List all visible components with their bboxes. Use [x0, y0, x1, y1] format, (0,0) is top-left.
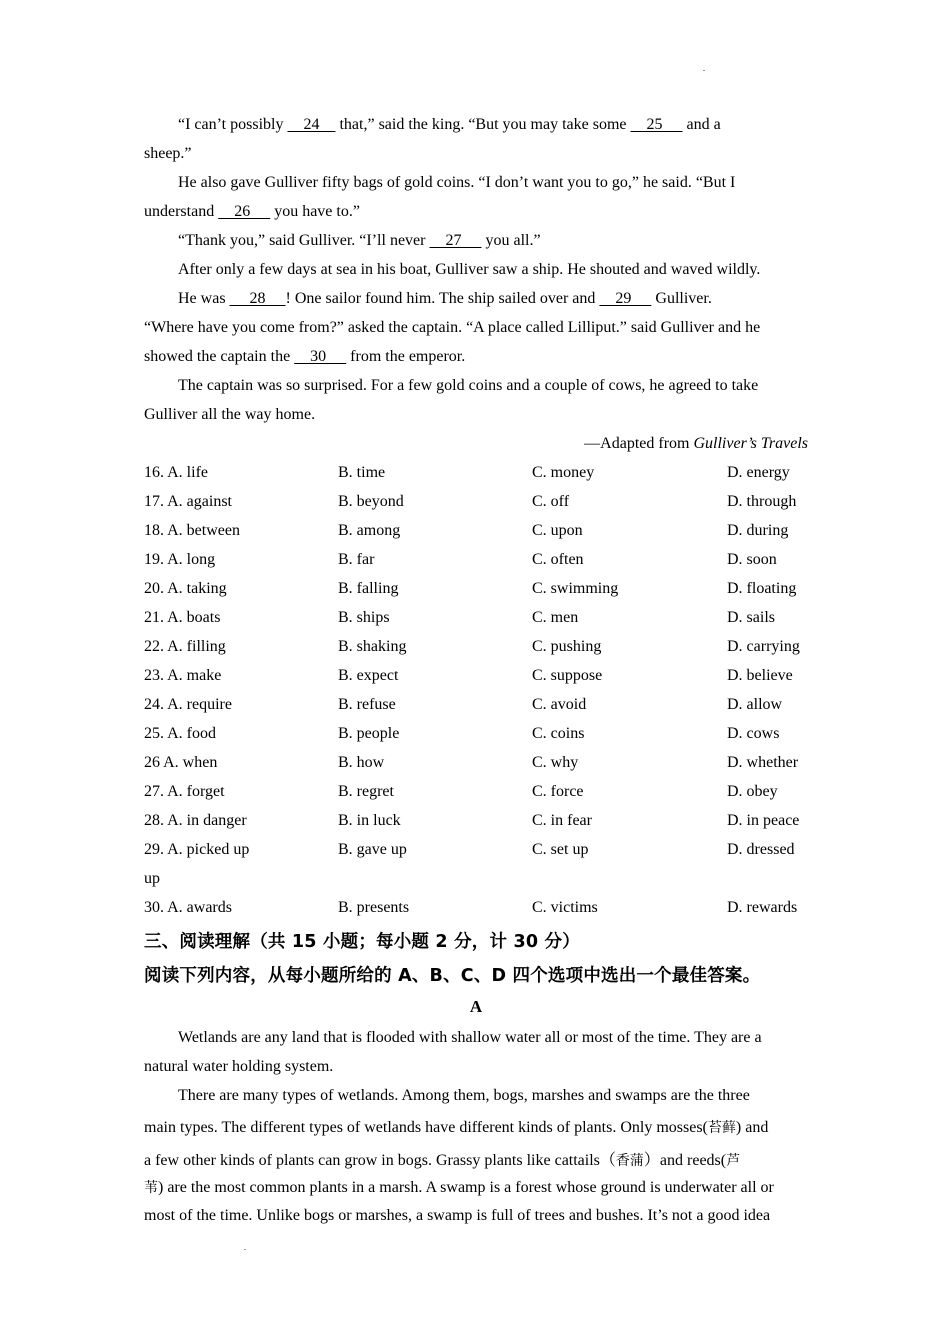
section-instruction: 阅读下列内容，从每小题所给的 A、B、C、D 四个选项中选出一个最佳答案。	[144, 966, 761, 986]
option-b: B. beyond	[338, 493, 404, 510]
option-b: B. far	[338, 551, 375, 568]
option-a: 28. A. in danger	[144, 812, 247, 829]
gloss: 芦	[726, 1153, 741, 1169]
blank-30: 30	[294, 348, 347, 365]
blank-28: 28	[229, 290, 286, 307]
option-b: B. time	[338, 464, 386, 481]
text: He was	[178, 290, 230, 307]
option-d: D. energy	[727, 464, 790, 481]
option-d: D. during	[727, 522, 789, 539]
text: —Adapted from	[584, 435, 694, 452]
option-a: 30. A. awards	[144, 899, 232, 916]
text: and a	[682, 116, 721, 133]
option-b: B. falling	[338, 580, 399, 597]
option-d: D. floating	[727, 580, 797, 597]
option-a: 29. A. picked up	[144, 841, 250, 858]
option-b: B. in luck	[338, 812, 401, 829]
passage-line: Gulliver all the way home.	[144, 406, 316, 423]
option-a: 17. A. against	[144, 493, 232, 510]
option-a: 27. A. forget	[144, 783, 225, 800]
passage-line	[144, 203, 360, 221]
option-d: D. believe	[727, 667, 793, 684]
option-c: C. swimming	[532, 580, 619, 597]
text: ! One sailor found him. The ship sailed over and	[285, 290, 600, 307]
blank-27: 27	[429, 232, 482, 249]
option-c: C. avoid	[532, 696, 587, 713]
option-b: B. presents	[338, 899, 410, 916]
option-d: D. dressed	[727, 841, 795, 858]
passage-line	[144, 1147, 740, 1170]
option-b: B. refuse	[338, 696, 396, 713]
passage-line	[178, 232, 541, 250]
blank-29: 29	[599, 290, 652, 307]
text: understand	[144, 203, 219, 220]
book-title: Gulliver’s Travels	[693, 435, 808, 452]
option-d: D. cows	[727, 725, 780, 742]
passage-line: “Where have you come from?” asked the captain. “A place called Lilliput.” said Gulliver and he	[144, 319, 761, 336]
passage-line: sheep.”	[144, 145, 192, 162]
option-b: B. shaking	[338, 638, 407, 655]
scan-mark-bottom	[244, 1249, 246, 1250]
option-b: B. expect	[338, 667, 399, 684]
option-d: D. allow	[727, 696, 783, 713]
passage-line	[144, 1177, 774, 1197]
passage-line: natural water holding system.	[144, 1058, 334, 1075]
option-a: 18. A. between	[144, 522, 240, 539]
option-d: D. through	[727, 493, 797, 510]
option-b: B. gave up	[338, 841, 407, 858]
option-c: C. money	[532, 464, 595, 481]
option-c: C. men	[532, 609, 579, 626]
option-wrap: up	[144, 870, 160, 887]
option-c: C. coins	[532, 725, 585, 742]
text: “I can’t possibly	[178, 116, 288, 133]
passage-line: There are many types of wetlands. Among them, bogs, marshes and swamps are the three	[178, 1087, 750, 1104]
option-d: D. in peace	[727, 812, 800, 829]
gloss: 香蒲	[615, 1153, 644, 1169]
text: ) are the most common plants in a marsh. A swamp is a forest whose ground is underwater all or	[158, 1179, 774, 1196]
text: ) and	[735, 1119, 769, 1136]
text: a few other kinds of plants can grow in bogs. Grassy plants like cattails（	[144, 1152, 616, 1169]
gloss: 苔藓	[707, 1120, 736, 1136]
option-d: D. rewards	[727, 899, 798, 916]
scan-mark-top	[703, 70, 705, 71]
option-c: C. upon	[532, 522, 583, 539]
option-a: 23. A. make	[144, 667, 222, 684]
blank-26: 26	[218, 203, 271, 220]
source-citation	[584, 435, 808, 453]
option-b: B. how	[338, 754, 385, 771]
option-c: C. why	[532, 754, 579, 771]
section-heading: 三、阅读理解（共 15 小题；每小题 2 分，计 30 分）	[144, 932, 580, 952]
option-c: C. set up	[532, 841, 589, 858]
text: “Thank you,” said Gulliver. “I’ll never	[178, 232, 430, 249]
option-a: 24. A. require	[144, 696, 232, 713]
text: Gulliver.	[651, 290, 712, 307]
option-b: B. ships	[338, 609, 390, 626]
option-c: C. often	[532, 551, 584, 568]
option-a: 25. A. food	[144, 725, 216, 742]
passage-line	[144, 1117, 768, 1137]
text: main types. The different types of wetlands have different kinds of plants. Only mosses(	[144, 1119, 708, 1136]
passage-line: most of the time. Unlike bogs or marshes, a swamp is full of trees and bushes. It’s not a good idea	[144, 1207, 771, 1224]
text: you have to.”	[270, 203, 360, 220]
option-a: 19. A. long	[144, 551, 216, 568]
option-d: D. obey	[727, 783, 778, 800]
text: that,” said the king. “But you may take some	[335, 116, 631, 133]
option-c: C. suppose	[532, 667, 603, 684]
passage-line	[144, 348, 465, 366]
option-b: B. people	[338, 725, 400, 742]
text: you all.”	[481, 232, 541, 249]
option-a: 16. A. life	[144, 464, 208, 481]
passage-line	[178, 116, 721, 134]
option-c: C. victims	[532, 899, 598, 916]
option-a: 20. A. taking	[144, 580, 227, 597]
option-d: D. whether	[727, 754, 799, 771]
text: showed the captain the	[144, 348, 295, 365]
option-c: C. off	[532, 493, 570, 510]
option-b: B. regret	[338, 783, 394, 800]
blank-24: 24	[287, 116, 336, 133]
option-d: D. sails	[727, 609, 775, 626]
option-a: 26 A. when	[144, 754, 218, 771]
option-a: 21. A. boats	[144, 609, 221, 626]
passage-line: After only a few days at sea in his boat, Gulliver saw a ship. He shouted and waved wildly.	[178, 261, 761, 278]
blank-25: 25	[630, 116, 683, 133]
option-b: B. among	[338, 522, 401, 539]
gloss: 苇	[144, 1180, 158, 1196]
option-a: 22. A. filling	[144, 638, 226, 655]
option-c: C. force	[532, 783, 584, 800]
part-label: A	[469, 997, 483, 1016]
text: from the emperor.	[346, 348, 466, 365]
passage-line: The captain was so surprised. For a few gold coins and a couple of cows, he agreed to take	[178, 377, 759, 394]
passage-line	[178, 290, 712, 308]
option-d: D. carrying	[727, 638, 800, 655]
text: ）and reeds(	[643, 1152, 727, 1169]
option-c: C. in fear	[532, 812, 592, 829]
passage-line: Wetlands are any land that is flooded with shallow water all or most of the time. They are a	[178, 1029, 762, 1046]
passage-line: He also gave Gulliver fifty bags of gold coins. “I don’t want you to go,” he said. “But I	[178, 174, 736, 191]
option-c: C. pushing	[532, 638, 602, 655]
option-d: D. soon	[727, 551, 777, 568]
